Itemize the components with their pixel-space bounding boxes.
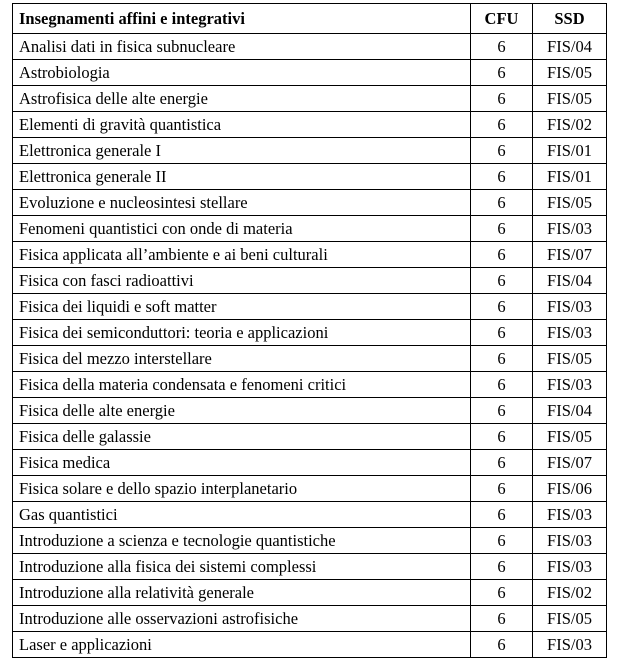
- courses-table: [12, 3, 607, 658]
- table-header: [13, 4, 607, 34]
- course-ssd: FIS/05: [533, 606, 607, 632]
- course-name: Gas quantistici: [13, 502, 471, 528]
- course-ssd: FIS/01: [533, 138, 607, 164]
- table-row: [13, 346, 607, 372]
- course-ssd: FIS/04: [533, 268, 607, 294]
- table-row: [13, 34, 607, 60]
- course-name: Fisica delle alte energie: [13, 398, 471, 424]
- course-name: Introduzione alle osservazioni astrofisiche: [13, 606, 471, 632]
- course-cfu: 6: [471, 346, 533, 372]
- course-ssd: FIS/04: [533, 398, 607, 424]
- course-ssd: FIS/05: [533, 86, 607, 112]
- course-cfu: 6: [471, 528, 533, 554]
- course-name: Elettronica generale I: [13, 138, 471, 164]
- course-ssd: FIS/02: [533, 580, 607, 606]
- table-row: [13, 528, 607, 554]
- course-ssd: FIS/05: [533, 346, 607, 372]
- course-name: Fisica del mezzo interstellare: [13, 346, 471, 372]
- course-cfu: 6: [471, 476, 533, 502]
- table-row: [13, 242, 607, 268]
- course-ssd: FIS/03: [533, 528, 607, 554]
- course-ssd: FIS/05: [533, 424, 607, 450]
- table-row: [13, 502, 607, 528]
- course-name: Introduzione alla relatività generale: [13, 580, 471, 606]
- course-ssd: FIS/06: [533, 476, 607, 502]
- table-row: [13, 216, 607, 242]
- course-name: Fisica medica: [13, 450, 471, 476]
- table-row: [13, 398, 607, 424]
- course-cfu: 6: [471, 632, 533, 658]
- course-ssd: FIS/03: [533, 294, 607, 320]
- course-cfu: 6: [471, 268, 533, 294]
- course-cfu: 6: [471, 320, 533, 346]
- table-row: [13, 554, 607, 580]
- course-name: Fisica della materia condensata e fenomeni critici: [13, 372, 471, 398]
- course-ssd: FIS/03: [533, 554, 607, 580]
- table-row: [13, 606, 607, 632]
- course-name: Elementi di gravità quantistica: [13, 112, 471, 138]
- table-row: [13, 320, 607, 346]
- course-name: Evoluzione e nucleosintesi stellare: [13, 190, 471, 216]
- course-name: Astrobiologia: [13, 60, 471, 86]
- course-ssd: FIS/03: [533, 216, 607, 242]
- table-row: [13, 60, 607, 86]
- course-cfu: 6: [471, 216, 533, 242]
- course-cfu: 6: [471, 164, 533, 190]
- course-name: Fisica dei liquidi e soft matter: [13, 294, 471, 320]
- table-row: [13, 580, 607, 606]
- course-name: Analisi dati in fisica subnucleare: [13, 34, 471, 60]
- course-name: Fisica delle galassie: [13, 424, 471, 450]
- course-cfu: 6: [471, 242, 533, 268]
- table-row: [13, 164, 607, 190]
- course-cfu: 6: [471, 554, 533, 580]
- table-row: [13, 424, 607, 450]
- course-cfu: 6: [471, 580, 533, 606]
- course-cfu: 6: [471, 502, 533, 528]
- course-ssd: FIS/07: [533, 242, 607, 268]
- course-cfu: 6: [471, 294, 533, 320]
- course-cfu: 6: [471, 450, 533, 476]
- course-ssd: FIS/02: [533, 112, 607, 138]
- course-name: Fisica applicata all’ambiente e ai beni culturali: [13, 242, 471, 268]
- course-name: Laser e applicazioni: [13, 632, 471, 658]
- course-ssd: FIS/03: [533, 320, 607, 346]
- course-ssd: FIS/03: [533, 372, 607, 398]
- table-row: [13, 450, 607, 476]
- table-row: [13, 632, 607, 658]
- table-row: [13, 476, 607, 502]
- table-row: [13, 190, 607, 216]
- course-cfu: 6: [471, 138, 533, 164]
- course-cfu: 6: [471, 112, 533, 138]
- course-cfu: 6: [471, 86, 533, 112]
- course-cfu: 6: [471, 60, 533, 86]
- course-ssd: FIS/07: [533, 450, 607, 476]
- table-row: [13, 294, 607, 320]
- course-ssd: FIS/03: [533, 502, 607, 528]
- header-row: [13, 4, 607, 34]
- course-cfu: 6: [471, 372, 533, 398]
- course-name: Fisica solare e dello spazio interplanetario: [13, 476, 471, 502]
- course-cfu: 6: [471, 34, 533, 60]
- table-row: [13, 112, 607, 138]
- course-ssd: FIS/03: [533, 632, 607, 658]
- course-name: Introduzione a scienza e tecnologie quantistiche: [13, 528, 471, 554]
- course-cfu: 6: [471, 398, 533, 424]
- course-name: Fisica dei semiconduttori: teoria e applicazioni: [13, 320, 471, 346]
- course-name: Elettronica generale II: [13, 164, 471, 190]
- header-course-name: Insegnamenti affini e integrativi: [13, 4, 471, 34]
- table-row: [13, 138, 607, 164]
- course-cfu: 6: [471, 424, 533, 450]
- course-ssd: FIS/01: [533, 164, 607, 190]
- course-cfu: 6: [471, 606, 533, 632]
- table-row: [13, 86, 607, 112]
- course-name: Fisica con fasci radioattivi: [13, 268, 471, 294]
- header-ssd: SSD: [533, 4, 607, 34]
- table-body: [13, 34, 607, 658]
- course-ssd: FIS/05: [533, 190, 607, 216]
- course-ssd: FIS/04: [533, 34, 607, 60]
- table-row: [13, 268, 607, 294]
- course-name: Astrofisica delle alte energie: [13, 86, 471, 112]
- header-cfu: CFU: [471, 4, 533, 34]
- course-cfu: 6: [471, 190, 533, 216]
- course-name: Fenomeni quantistici con onde di materia: [13, 216, 471, 242]
- table-row: [13, 372, 607, 398]
- course-ssd: FIS/05: [533, 60, 607, 86]
- course-name: Introduzione alla fisica dei sistemi complessi: [13, 554, 471, 580]
